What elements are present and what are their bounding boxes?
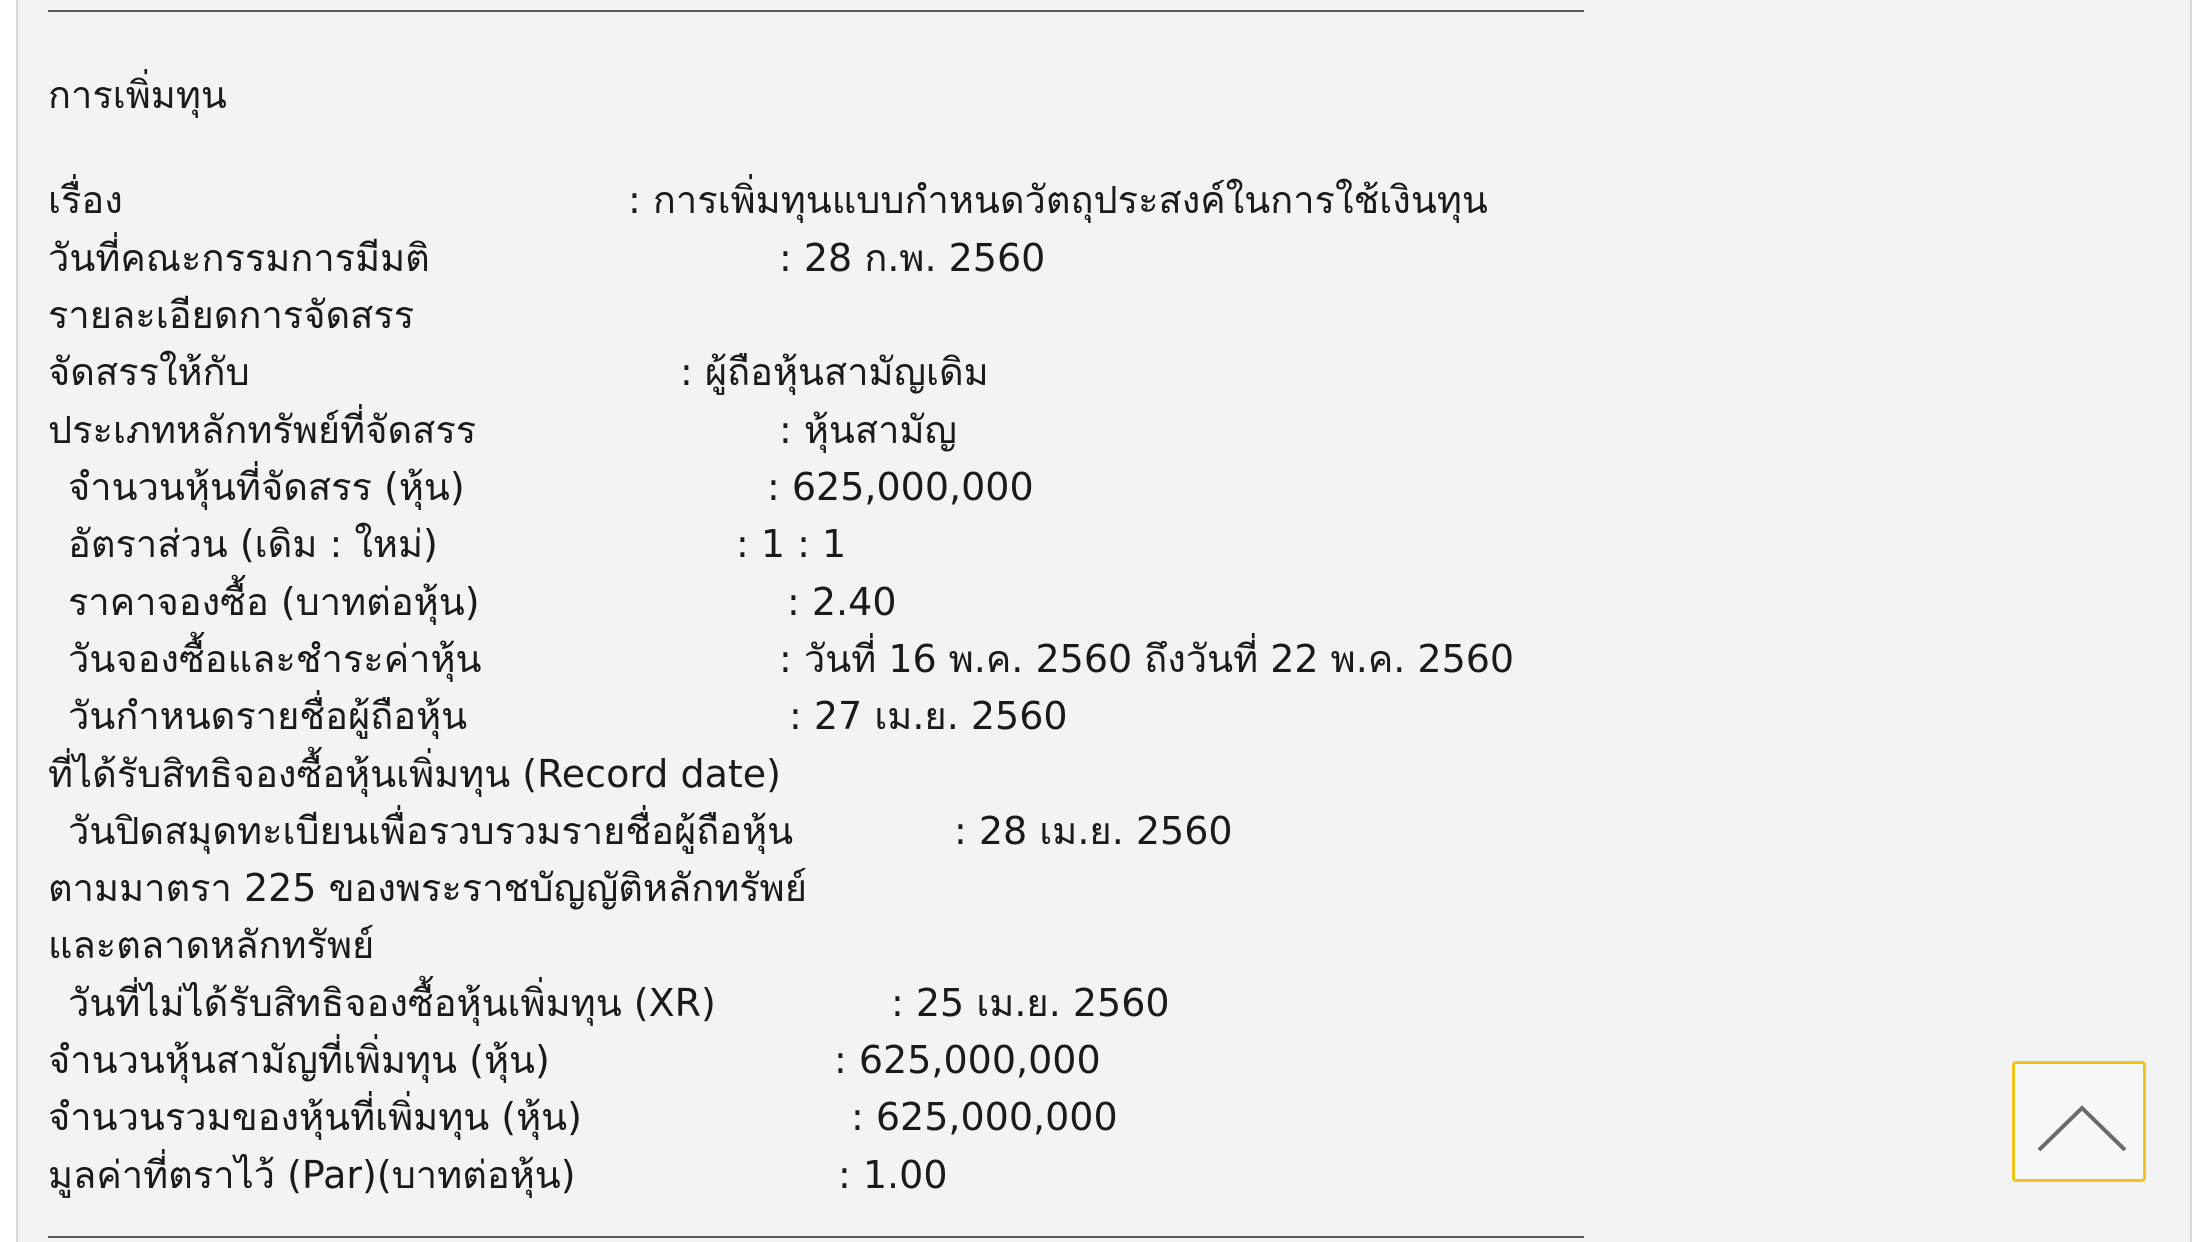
top-divider	[48, 10, 1584, 12]
document-panel	[16, 0, 2192, 1242]
row-value: : 1.00	[838, 1153, 948, 1197]
bottom-divider	[48, 1236, 1584, 1238]
row-label: วันจองซื้อและชำระค่าหุ้น	[68, 637, 482, 681]
row-label: ราคาจองซื้อ (บาทต่อหุ้น)	[68, 580, 480, 624]
row-value: : 625,000,000	[767, 465, 1034, 509]
row-label: วันที่คณะกรรมการมีมติ	[48, 236, 430, 280]
row-value: : หุ้นสามัญ	[779, 408, 957, 452]
row-value: : 625,000,000	[851, 1095, 1118, 1139]
row-label: อัตราส่วน (เดิม : ใหม่)	[68, 522, 438, 566]
row-value: : ผู้ถือหุ้นสามัญเดิม	[680, 350, 989, 394]
row-value: : 1 : 1	[736, 522, 847, 566]
row-value: : 625,000,000	[834, 1038, 1101, 1082]
row-label: จัดสรรให้กับ	[48, 350, 250, 394]
row-value: : การเพิ่มทุนแบบกำหนดวัตถุประสงค์ในการใช้เงินทุน	[628, 178, 1488, 222]
row-label: มูลค่าที่ตราไว้ (Par)(บาทต่อหุ้น)	[48, 1153, 576, 1197]
scroll-to-top-button[interactable]	[2012, 1061, 2146, 1182]
row-label: เรื่อง	[48, 178, 123, 222]
row-value: : 28 เม.ย. 2560	[954, 809, 1233, 853]
row-value: : วันที่ 16 พ.ค. 2560 ถึงวันที่ 22 พ.ค. 2560	[779, 637, 1515, 681]
row-label: รายละเอียดการจัดสรร	[48, 293, 415, 337]
row-label: วันปิดสมุดทะเบียนเพื่อรวบรวมรายชื่อผู้ถือหุ้น	[68, 809, 794, 853]
row-label: ที่ได้รับสิทธิจองซื้อหุ้นเพิ่มทุน (Record date)	[48, 752, 781, 796]
row-label: ประเภทหลักทรัพย์ที่จัดสรร	[48, 408, 477, 452]
row-label: และตลาดหลักทรัพย์	[48, 923, 375, 967]
row-label: วันกำหนดรายชื่อผู้ถือหุ้น	[68, 694, 468, 738]
chevron-up-icon	[2037, 1094, 2127, 1154]
row-label: ตามมาตรา 225 ของพระราชบัญญัติหลักทรัพย์	[48, 866, 807, 910]
row-value: : 28 ก.พ. 2560	[779, 236, 1046, 280]
row-value: : 27 เม.ย. 2560	[789, 694, 1068, 738]
row-label: จำนวนหุ้นที่จัดสรร (หุ้น)	[68, 465, 465, 509]
row-label: จำนวนหุ้นสามัญที่เพิ่มทุน (หุ้น)	[48, 1038, 550, 1082]
section-heading: การเพิ่มทุน	[48, 73, 227, 117]
row-label: วันที่ไม่ได้รับสิทธิจองซื้อหุ้นเพิ่มทุน (XR)	[68, 981, 716, 1025]
row-value: : 25 เม.ย. 2560	[891, 981, 1170, 1025]
row-label: จำนวนรวมของหุ้นที่เพิ่มทุน (หุ้น)	[48, 1095, 582, 1139]
row-value: : 2.40	[787, 580, 897, 624]
